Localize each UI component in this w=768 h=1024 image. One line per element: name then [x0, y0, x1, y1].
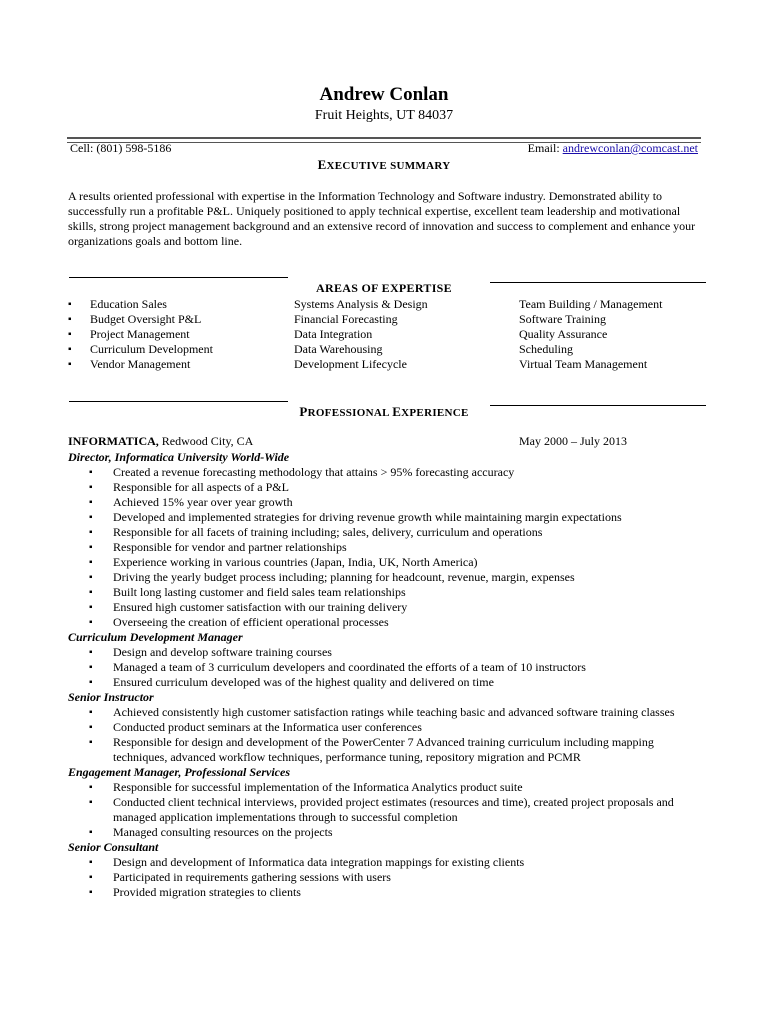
divider-left: [69, 277, 288, 278]
responsibility-item: ▪ Experience working in various countries (Japan, India, UK, North America): [113, 555, 708, 570]
responsibility-item: ▪ Overseeing the creation of efficient operational processes: [113, 615, 708, 630]
role-title: Senior Consultant: [68, 840, 159, 854]
expertise-item: Virtual Team Management: [519, 357, 648, 371]
role-title: Director, Informatica University World-Wide: [68, 450, 290, 464]
expertise-item: Financial Forecasting: [294, 312, 398, 326]
responsibility-item: ▪ Managed a team of 3 curriculum developers and coordinated the efforts of a team of 10 instructors: [113, 660, 708, 675]
expertise-item: ▪ Education Sales: [68, 297, 288, 312]
role-title: Curriculum Development Manager: [68, 630, 243, 644]
responsibility-item: ▪ Responsible for all facets of training including; sales, delivery, curriculum and operations: [113, 525, 708, 540]
expertise-item: Team Building / Management: [519, 297, 663, 311]
expertise-item: Data Warehousing: [294, 342, 383, 356]
expertise-column-1: [68, 297, 288, 372]
professional-experience-heading: PROFESSIONAL EXPERIENCE: [299, 404, 469, 419]
email-line: [528, 141, 698, 156]
expertise-item: Software Training: [519, 312, 606, 326]
responsibility-item: ▪ Participated in requirements gathering sessions with users: [113, 870, 708, 885]
email-link[interactable]: andrewconlan@comcast.net: [562, 141, 698, 155]
responsibility-item: ▪ Achieved 15% year over year growth: [113, 495, 708, 510]
areas-of-expertise-heading: AREAS OF EXPERTISE: [316, 281, 452, 295]
company-location: Redwood City, CA: [158, 434, 254, 448]
divider-left-2: [69, 401, 288, 402]
responsibility-item: ▪ Design and development of Informatica data integration mappings for existing clients: [113, 855, 708, 870]
responsibility-item: ▪ Ensured high customer satisfaction with our training delivery: [113, 600, 708, 615]
company-name: INFORMATICA,: [68, 434, 159, 448]
expertise-item: Quality Assurance: [519, 327, 608, 341]
responsibility-item: ▪ Conducted client technical interviews, provided project estimates (resources and time), created project proposals and managed application implementations through to successful completion: [113, 795, 708, 825]
company-row: [68, 434, 708, 450]
expertise-item: ▪ Project Management: [68, 327, 288, 342]
expertise-item: ▪ Curriculum Development: [68, 342, 288, 357]
roles-list: [68, 450, 708, 900]
expertise-column-3: [519, 297, 719, 372]
responsibility-item: ▪ Achieved consistently high customer satisfaction ratings while teaching basic and advanced software training classes: [113, 705, 708, 720]
responsibility-item: ▪ Responsible for design and development of the PowerCenter 7 Advanced training curriculum including mapping techniques, advanced workflow techniques, performance tuning, repository migration and PCMR: [113, 735, 708, 765]
responsibility-item: ▪ Conducted product seminars at the Informatica user conferences: [113, 720, 708, 735]
executive-summary-heading: EXECUTIVE SUMMARY: [317, 157, 451, 172]
responsibility-item: ▪ Provided migration strategies to clients: [113, 885, 708, 900]
responsibility-list: [68, 705, 708, 765]
employment-dates: May 2000 – July 2013: [519, 434, 627, 448]
responsibility-item: ▪ Responsible for all aspects of a P&L: [113, 480, 708, 495]
expertise-item: Development Lifecycle: [294, 357, 407, 371]
expertise-item: ▪ Budget Oversight P&L: [68, 312, 288, 327]
expertise-item: ▪ Vendor Management: [68, 357, 288, 372]
resume-address: Fruit Heights, UT 84037: [314, 108, 454, 123]
responsibility-item: ▪ Responsible for vendor and partner relationships: [113, 540, 708, 555]
responsibility-item: ▪ Created a revenue forecasting methodology that attains > 95% forecasting accuracy: [113, 465, 708, 480]
responsibility-item: ▪ Driving the yearly budget process including; planning for headcount, revenue, margin, expenses: [113, 570, 708, 585]
responsibility-item: ▪ Developed and implemented strategies for driving revenue growth while maintaining margin expectations: [113, 510, 708, 525]
experience-block: [68, 434, 708, 900]
executive-summary-text: A results oriented professional with expertise in the Information Technology and Software industry. Demonstrated ability to successfully run a profitable P&L. Uniquely positioned to apply technical expertise, excellent team leadership and motivational skills, strong project management background and an extensive record of innovation and success to complement and enhance your organizations goals and bottom line.: [68, 189, 696, 248]
role-title: Engagement Manager, Professional Services: [68, 765, 291, 779]
cell-phone: Cell: (801) 598-5186: [70, 141, 172, 155]
responsibility-item: ▪ Managed consulting resources on the projects: [113, 825, 708, 840]
responsibility-item: ▪ Built long lasting customer and field sales team relationships: [113, 585, 708, 600]
responsibility-item: ▪ Design and develop software training courses: [113, 645, 708, 660]
expertise-item: Data Integration: [294, 327, 373, 341]
role-title: Senior Instructor: [68, 690, 154, 704]
responsibility-item: ▪ Ensured curriculum developed was of the highest quality and delivered on time: [113, 675, 708, 690]
responsibility-list: [68, 855, 708, 900]
email-label: Email:: [527, 141, 563, 155]
responsibility-list: [68, 645, 708, 690]
resume-name: Andrew Conlan: [319, 84, 449, 105]
responsibility-list: [68, 780, 708, 840]
expertise-item: Systems Analysis & Design: [294, 297, 428, 311]
responsibility-list: [68, 465, 708, 630]
responsibility-item: ▪ Responsible for successful implementation of the Informatica Analytics product suite: [113, 780, 708, 795]
expertise-column-2: [294, 297, 494, 372]
expertise-item: Scheduling: [519, 342, 573, 356]
